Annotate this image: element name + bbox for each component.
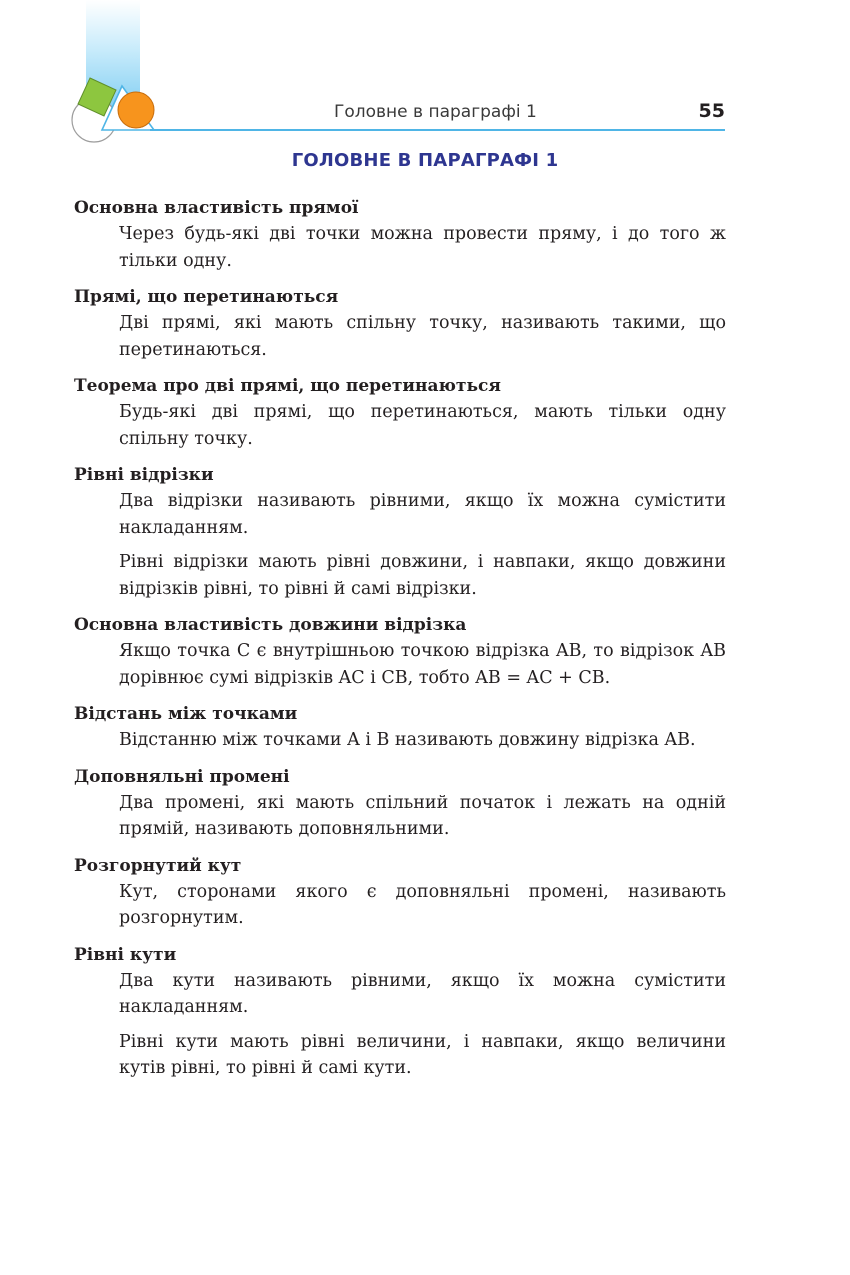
entry-text: Через будь-які дві точки можна провести пряму, і до того ж тільки одну. [119, 224, 726, 271]
entry-title: Основна властивість прямої [74, 198, 359, 218]
page-number: 55 [698, 100, 725, 122]
entry-text: Дві прямі, які мають спільну точку, називають такими, що перетинаються. [119, 313, 726, 360]
entry-text: Кут, сторонами якого є доповняльні промені, називають розгорнутим. [119, 881, 726, 928]
entry-complementary-rays [74, 764, 726, 843]
entry-text: Якщо точка C є внутрішньою точкою відрізка AB, то відрізок AB дорівнює сумі відрізків AC і CB, тобто AB = AC + CB. [119, 641, 726, 688]
page-header [0, 0, 850, 150]
entry-text: Відстанню між точками A і B називають довжину відрізка AB. [119, 730, 696, 750]
orange-circle-shape [118, 92, 154, 128]
entry-title: Рівні відрізки [74, 465, 214, 485]
entry-title: Основна властивість довжини відрізка [74, 615, 467, 635]
entry-text: Два відрізки називають рівними, якщо їх можна сумістити накладанням. [119, 491, 726, 538]
entry-intersecting-lines [74, 284, 726, 363]
geometry-shapes-icon [60, 70, 160, 145]
entry-text: Рівні кути мають рівні величини, і навпаки, якщо величини кутів рівні, то рівні й самі кути. [119, 1031, 726, 1078]
entry-line-property [74, 195, 726, 274]
entry-title: Доповняльні промені [74, 766, 290, 787]
entry-title: Прямі, що перетинаються [74, 287, 339, 307]
entry-title: Відстань між точками [74, 704, 298, 724]
entry-text: Рівні відрізки мають рівні довжини, і навпаки, якщо довжини відрізків рівні, то рівні й самі відрізки. [119, 552, 726, 599]
entry-segment-length-property [74, 612, 726, 691]
entry-intersecting-lines-theorem [74, 373, 726, 452]
entry-text: Будь-які дві прямі, що перетинаються, мають тільки одну спільну точку. [119, 402, 726, 449]
entry-title: Розгорнутий кут [74, 855, 242, 876]
section-title: ГОЛОВНЕ В ПАРАГРАФІ 1 [291, 150, 559, 171]
running-title: Головне в параграфі 1 [334, 102, 537, 122]
entry-distance-between-points [74, 701, 726, 754]
summary-content [74, 195, 726, 1092]
header-rule [150, 129, 725, 131]
entry-straight-angle [74, 853, 726, 932]
entry-equal-angles [74, 942, 726, 1082]
entry-title: Теорема про дві прямі, що перетинаються [74, 376, 501, 396]
entry-text: Два кути називають рівними, якщо їх можна сумістити накладанням. [119, 970, 726, 1017]
entry-text: Два промені, які мають спільний початок і лежать на одній прямій, називають доповняльними. [119, 792, 726, 839]
entry-title: Рівні кути [74, 944, 177, 965]
entry-equal-segments [74, 462, 726, 602]
